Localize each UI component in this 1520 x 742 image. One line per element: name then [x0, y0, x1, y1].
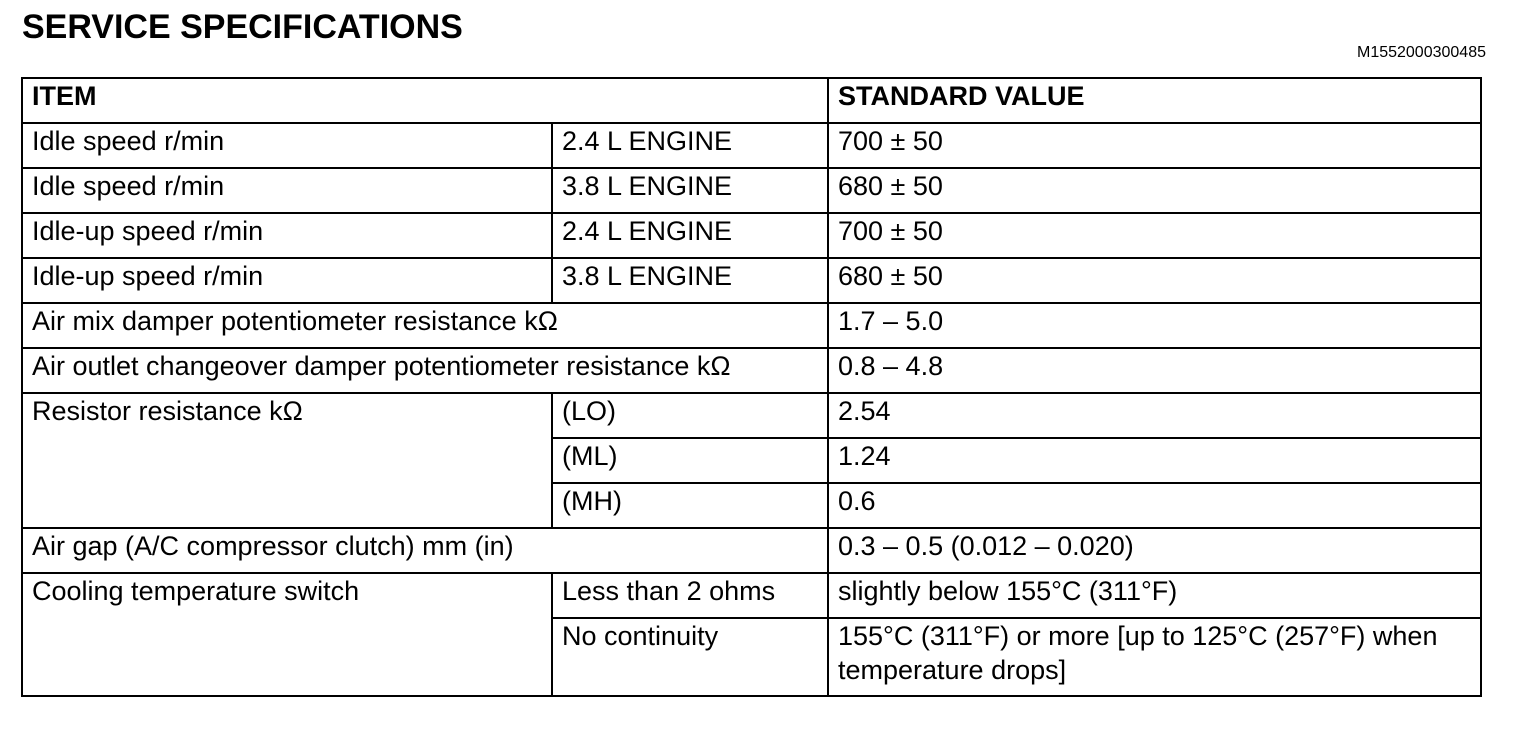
row-value: 1.7 – 5.0 — [828, 303, 1481, 348]
row-value: 680 ± 50 — [828, 168, 1481, 213]
row-item: Cooling temperature switch — [22, 573, 552, 696]
row-item: Idle-up speed r/min — [22, 258, 552, 303]
row-condition: No continuity — [552, 618, 828, 696]
table-row — [22, 303, 1481, 348]
table-row — [22, 348, 1481, 393]
row-condition: (ML) — [552, 438, 828, 483]
table-row — [22, 123, 1481, 168]
header-item: ITEM — [22, 78, 828, 123]
row-value: 2.54 — [828, 393, 1481, 438]
row-value: 155°C (311°F) or more [up to 125°C (257°F) when temperature drops] — [828, 618, 1481, 696]
row-item: Resistor resistance kΩ — [22, 393, 552, 528]
row-value: 680 ± 50 — [828, 258, 1481, 303]
row-value: 0.6 — [828, 483, 1481, 528]
row-condition: (LO) — [552, 393, 828, 438]
row-value: slightly below 155°C (311°F) — [828, 573, 1481, 618]
row-item: Air outlet changeover damper potentiometer resistance kΩ — [22, 348, 828, 393]
row-value: 700 ± 50 — [828, 213, 1481, 258]
row-item: Air mix damper potentiometer resistance kΩ — [22, 303, 828, 348]
page-title: SERVICE SPECIFICATIONS — [22, 8, 463, 46]
row-condition: (MH) — [552, 483, 828, 528]
row-condition: 2.4 L ENGINE — [552, 123, 828, 168]
document-code: M1552000300485 — [1356, 44, 1486, 61]
service-specifications-table — [21, 77, 1482, 697]
table-row — [22, 168, 1481, 213]
table-row — [22, 213, 1481, 258]
header-standard-value: STANDARD VALUE — [828, 78, 1481, 123]
table-row — [22, 258, 1481, 303]
row-item: Air gap (A/C compressor clutch) mm (in) — [22, 528, 828, 573]
row-item: Idle speed r/min — [22, 123, 552, 168]
row-condition: 3.8 L ENGINE — [552, 258, 828, 303]
row-item: Idle speed r/min — [22, 168, 552, 213]
row-condition: 2.4 L ENGINE — [552, 213, 828, 258]
table-header-row — [22, 78, 1481, 123]
row-value: 700 ± 50 — [828, 123, 1481, 168]
row-condition: 3.8 L ENGINE — [552, 168, 828, 213]
row-item: Idle-up speed r/min — [22, 213, 552, 258]
row-value: 0.3 – 0.5 (0.012 – 0.020) — [828, 528, 1481, 573]
row-value: 0.8 – 4.8 — [828, 348, 1481, 393]
table-row — [22, 528, 1481, 573]
table-row — [22, 573, 1481, 618]
row-value: 1.24 — [828, 438, 1481, 483]
row-condition: Less than 2 ohms — [552, 573, 828, 618]
table-row — [22, 393, 1481, 438]
